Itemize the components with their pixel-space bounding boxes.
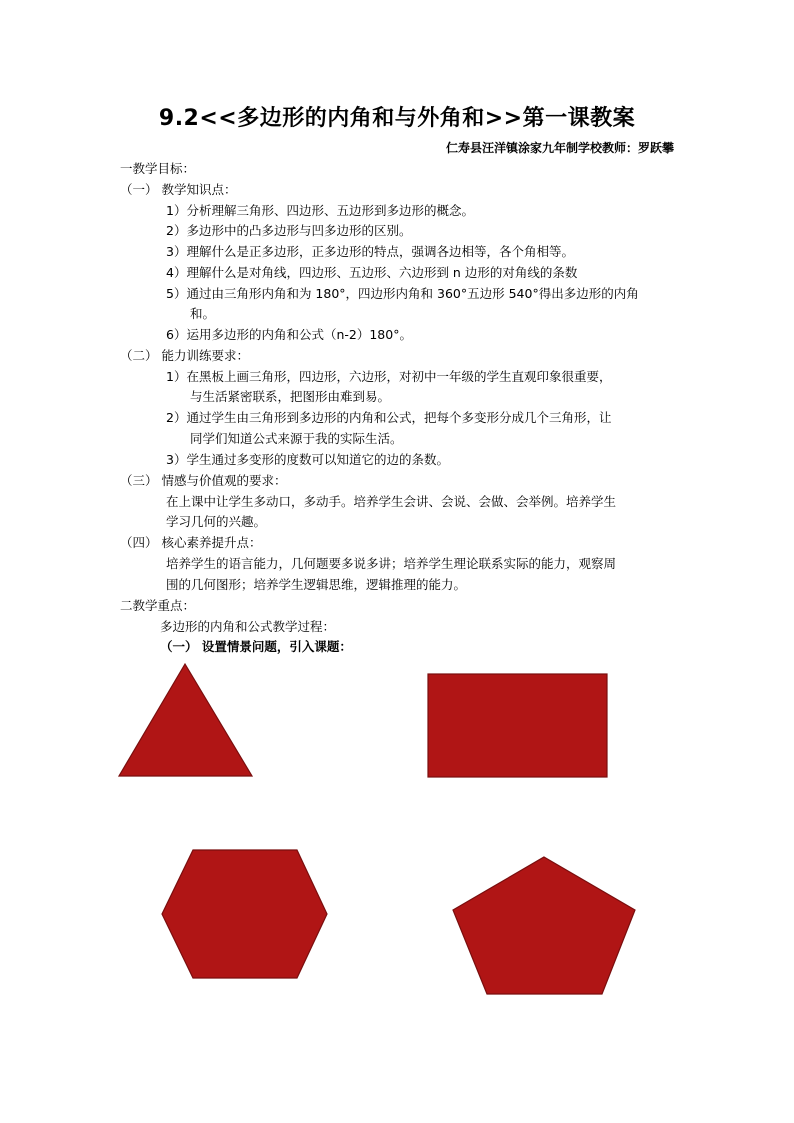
subheading-knowledge-points: （一） 教学知识点： [120,182,237,197]
paragraph-line: 在上课中让学生多动口，多动手。培养学生会讲、会说、会做、会举例。培养学生 [166,494,617,509]
paragraph-line: 围的几何图形；培养学生逻辑思维，逻辑推理的能力。 [166,577,467,592]
list-item: 1）分析理解三角形、四边形、五边形到多边形的概念。 [166,203,474,218]
paragraph-line: 培养学生的语言能力，几何题要多说多讲；培养学生理论联系实际的能力，观察周 [166,556,617,571]
list-item-continuation: 和。 [190,306,216,321]
list-item: 6）运用多边形的内角和公式（n-2）180°。 [166,327,412,342]
list-item: 2）多边形中的凸多边形与凹多边形的区别。 [166,223,412,238]
hexagon-shape [162,850,327,978]
list-item-continuation: 同学们知道公式来源于我的实际生活。 [190,431,403,446]
author-line: 仁寿县汪洋镇涂家九年制学校教师：罗跃攀 [445,141,674,155]
list-item: 2）通过学生由三角形到多边形的内角和公式，把每个多变形分成几个三角形，让 [166,410,612,425]
page-title: 9.2<<多边形的内角和与外角和>>第一课教案 [158,106,636,131]
section-heading-objectives: 一教学目标： [120,161,196,176]
list-item-continuation: 与生活紧密联系，把图形由难到易。 [190,389,391,404]
pentagon-shape [453,857,635,994]
subheading-ability-requirements: （二） 能力训练要求： [120,348,249,363]
paragraph-line: 学习几何的兴趣。 [166,514,267,529]
subheading-core-literacy: （四） 核心素养提升点： [120,535,262,550]
list-item: 3）理解什么是正多边形，正多边形的特点，强调各边相等，各个角相等。 [166,244,574,259]
list-item: 5）通过由三角形内角和为 180°，四边形内角和 360°五边形 540°得出多边形的内角 [166,286,639,301]
list-item: 4）理解什么是对角线，四边形、五边形、六边形到 n 边形的对角线的条数 [166,265,578,280]
paragraph-line: 多边形的内角和公式教学过程： [160,619,336,634]
list-item: 1）在黑板上画三角形，四边形，六边形，对初中一年级的学生直观印象很重要， [166,369,612,384]
rectangle-shape [428,674,607,777]
triangle-shape [119,664,252,776]
subheading-scenario: （一） 设置情景问题，引入课题： [160,639,352,654]
subheading-values-requirements: （三） 情感与价值观的要求： [120,473,287,488]
list-item: 3）学生通过多变形的度数可以知道它的边的条数。 [166,452,449,467]
section-heading-key-points: 二教学重点： [120,598,196,613]
